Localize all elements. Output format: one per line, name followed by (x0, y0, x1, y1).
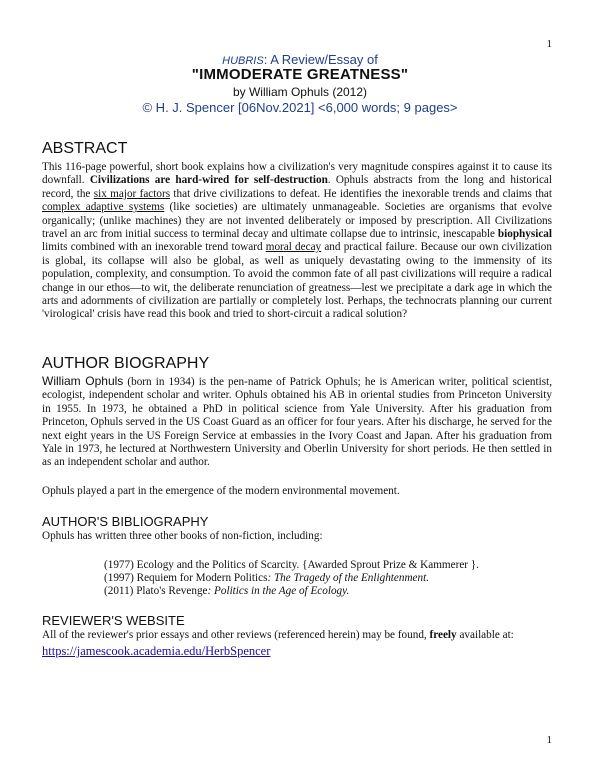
list-item (104, 585, 349, 598)
abstract-text: (like societies) are ultimately unmanageable. Societies are organisms that evolve organically; (unlike machines) they are not invented deliberately or imposed by prescription. All Civilizations travel an arc from initial success to terminal decay and ultimate collapse due to intrinsic, inescapable (42, 201, 552, 241)
bib-subtitle: : The Tragedy of the Enlightenment. (267, 572, 430, 584)
website-bold: freely (429, 629, 457, 641)
abstract-bold-claim: Civilizations are hard-wired for self-destruction (89, 174, 328, 187)
abstract-heading: ABSTRACT (42, 140, 128, 157)
underlined-term: complex adaptive systems (42, 201, 165, 214)
biography-paragraph-2: Ophuls played a part in the emergence of the modern environmental movement. (42, 485, 400, 497)
abstract-text: This 116-page powerful, short book explains how a civilization's very magnitude conspires against it to cause its downfall. (42, 161, 552, 187)
biography-text: (born in 1934) is the pen-name of Patrick Ophuls; he is American writer, political scientist, ecologist, independent scholar and writer. Ophuls obtained his AB in oriental studies from Princeton University in 1955. In 1973, he obtained a PhD in political science from Yale University. After his graduation from Princeton, Ophuls served in the US Coast Guard as an officer for four years. After his discharge, he served for the next eight years in the US Foreign Service at embassies in the Ivory Coast and Japan. After his graduation from Yale in 1973, he lectured at Northwestern University and Oberlin University for short periods. He then settled in as an independent scholar and author. (42, 376, 553, 469)
page-title: "IMMODERATE GREATNESS" (191, 66, 409, 83)
bibliography-heading: AUTHOR'S BIBLIOGRAPHY (42, 514, 209, 529)
website-paragraph (42, 629, 552, 642)
bib-text: (2011) Plato's Revenge (104, 585, 208, 597)
byline: by William Ophuls (2012) (232, 85, 368, 99)
list-item (104, 559, 479, 572)
bib-text: (1997) Requiem for Modern Politics (104, 572, 268, 584)
abstract-text: that drive civilizations to defeat. He identifies the inexorable trends and claims that (170, 187, 552, 200)
website-heading: REVIEWER'S WEBSITE (42, 613, 185, 628)
underlined-term: moral decay (265, 241, 322, 254)
page-number-top: 1 (546, 38, 552, 50)
bibliography-intro: Ophuls has written three other books of non-fiction, including: (42, 530, 323, 542)
bib-subtitle: : Politics in the Age of Ecology. (207, 585, 350, 597)
abstract-text: and practical failure. Because our own civilization is global, its collapse will also be global, as well as uniquely devastating owing to the immensity of its population, complexity, and consumption. To avoid the common fate of all past civilizations will require a radical change in our ethos—to wit, the deliberate renunciation of greatness—lest we precipitate a dark age in which the arts and adornments of civilization are partially or completely lost. Perhaps, the technocrats planning our current 'virological' crisis have read this book and tried to short-circuit a radical solution? (42, 241, 552, 321)
author-name: William Ophuls (42, 374, 124, 388)
hubris-word: HUBRIS (222, 55, 264, 67)
website-text: All of the reviewer's prior essays and other reviews (referenced herein) may be found, (42, 629, 430, 641)
abstract-paragraph (42, 161, 552, 322)
page-number-bottom: 1 (546, 734, 552, 746)
abstract-bold-term: biophysical (497, 228, 552, 241)
bib-text: (1977) Ecology and the Politics of Scarcity. {Awarded Sprout Prize & Kammerer }. (104, 559, 479, 571)
abstract-text: . Ophuls abstracts from the long and historical record, the (42, 174, 552, 200)
list-item (104, 572, 429, 585)
header-subtitle (0, 52, 600, 67)
document-info: © H. J. Spencer [06Nov.2021] <6,000 words; 9 pages> (142, 100, 458, 115)
header-subtitle-rest: : A Review/Essay of (263, 52, 378, 67)
underlined-term: six major factors (93, 187, 171, 200)
biography-heading: AUTHOR BIOGRAPHY (42, 355, 210, 372)
website-link[interactable]: https://jamescook.academia.edu/HerbSpencer (42, 644, 271, 658)
abstract-text: limits combined with an inexorable trend toward (42, 241, 266, 254)
biography-paragraph (42, 375, 552, 470)
website-text: available at: (456, 629, 514, 641)
